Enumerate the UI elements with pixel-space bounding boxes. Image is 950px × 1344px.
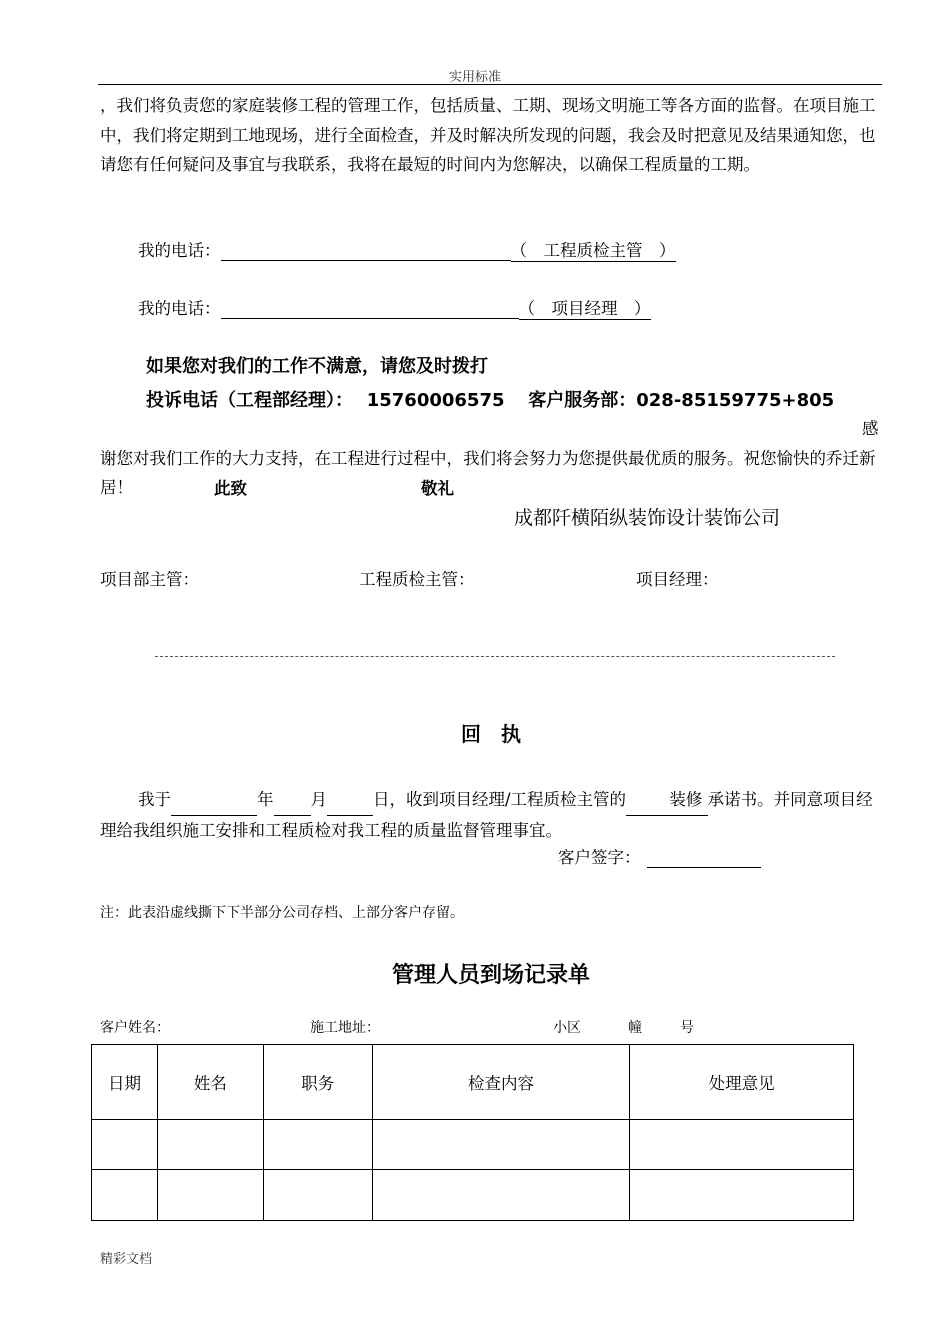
header-rule	[98, 84, 882, 85]
receipt-paragraph	[100, 785, 884, 845]
intro-text: ，我们将负责您的家庭装修工程的管理工作，包括质量、工期、现场文明施工等各方面的监督。在项目施工中，我们将定期到工地现场，进行全面检查，并及时解决所发现的问题，我会及时把意见及结果通知您，也请您有任何疑问及事宜与我联系，我将在最短的时间内为您解决，以确保工程质量的工期。	[100, 96, 876, 174]
table-header-row	[92, 1045, 854, 1120]
table-cell[interactable]	[372, 1170, 630, 1221]
contact-label: 我的电话：	[138, 299, 221, 318]
complaint-heading: 如果您对我们的工作不满意，请您及时拨打	[146, 356, 488, 377]
table-cell[interactable]	[263, 1120, 372, 1170]
management-record-table	[91, 1044, 854, 1221]
year-blank[interactable]	[171, 785, 257, 816]
year-label: 年	[257, 790, 274, 809]
receipt-prefix: 我于	[138, 790, 171, 809]
building-label: 幢	[628, 1020, 642, 1036]
column-header-opinion: 处理意见	[630, 1045, 854, 1120]
service-label: 客户服务部：	[528, 390, 637, 411]
intro-paragraph	[100, 91, 884, 180]
tear-note: 注：此表沿虚线撕下下半部分公司存档、上部分客户存留。	[100, 905, 464, 921]
table-cell[interactable]	[630, 1120, 854, 1170]
customer-name-label: 客户姓名：	[100, 1020, 170, 1036]
table-cell[interactable]	[263, 1170, 372, 1221]
tear-line	[155, 656, 835, 657]
phone-fill-blank[interactable]	[221, 299, 519, 319]
customer-signature-blank[interactable]	[647, 848, 761, 868]
column-header-position: 职务	[263, 1045, 372, 1120]
construction-address-label: 施工地址：	[310, 1020, 380, 1036]
complaint-phone-line	[146, 386, 834, 412]
contact-role: （ 项目经理 ）	[519, 295, 651, 320]
decor-word: 装修	[669, 790, 703, 809]
contact-line-quality	[138, 237, 676, 262]
column-header-name: 姓名	[157, 1045, 263, 1120]
contact-label: 我的电话：	[138, 241, 221, 260]
record-title: 管理人员到场记录单	[391, 963, 590, 988]
decor-filled	[626, 785, 708, 816]
day-blank[interactable]	[327, 785, 373, 816]
service-phone: 028-85159775+805	[636, 390, 835, 411]
receipt-title: 回 执	[461, 722, 521, 746]
receipt-suffix: 承诺书。并同意项目经理给我组织施工安排和工程质检对我工程的质量监督管理事宜。	[100, 790, 873, 840]
table-cell[interactable]	[92, 1120, 158, 1170]
signature-project-manager: 项目经理：	[636, 570, 719, 589]
phone-fill-blank[interactable]	[221, 241, 511, 261]
table-cell[interactable]	[157, 1170, 263, 1221]
receipt-text	[100, 785, 884, 845]
complaint-phone-number: 15760006575	[366, 390, 505, 411]
closing-cizhi: 此致	[214, 479, 247, 498]
contact-line-manager	[138, 295, 651, 320]
closing-jingli: 敬礼	[421, 479, 454, 498]
table-cell[interactable]	[157, 1120, 263, 1170]
table-row	[92, 1120, 854, 1170]
thanks-text: 感谢您对我们工作的大力支持，在工程进行过程中，我们将会努力为您提供最优质的服务。祝您愉快的乔迁新居！	[100, 419, 879, 497]
page-footer: 精彩文档	[100, 1252, 153, 1267]
table-row	[92, 1170, 854, 1221]
month-label: 月	[310, 790, 327, 809]
column-header-inspection: 检查内容	[372, 1045, 630, 1120]
community-label: 小区	[553, 1020, 581, 1036]
table-cell[interactable]	[92, 1170, 158, 1221]
page-header: 实用标准	[448, 70, 501, 85]
table-cell[interactable]	[630, 1170, 854, 1221]
column-header-date: 日期	[92, 1045, 158, 1120]
signature-quality-supervisor: 工程质检主管：	[359, 570, 475, 589]
complaint-phone-label: 投诉电话（工程部经理）：	[146, 390, 353, 411]
company-name: 成都阡横陌纵装饰设计装饰公司	[514, 507, 781, 529]
customer-signature-line	[558, 844, 761, 868]
customer-signature-label: 客户签字：	[558, 848, 641, 867]
signature-project-supervisor: 项目部主管：	[100, 570, 199, 589]
month-blank[interactable]	[274, 785, 311, 816]
unit-number-label: 号	[680, 1020, 694, 1036]
table-cell[interactable]	[372, 1120, 630, 1170]
contact-role: （ 工程质检主管 ）	[511, 237, 676, 262]
receipt-day-text: 日，收到项目经理/工程质检主管的	[373, 790, 627, 809]
